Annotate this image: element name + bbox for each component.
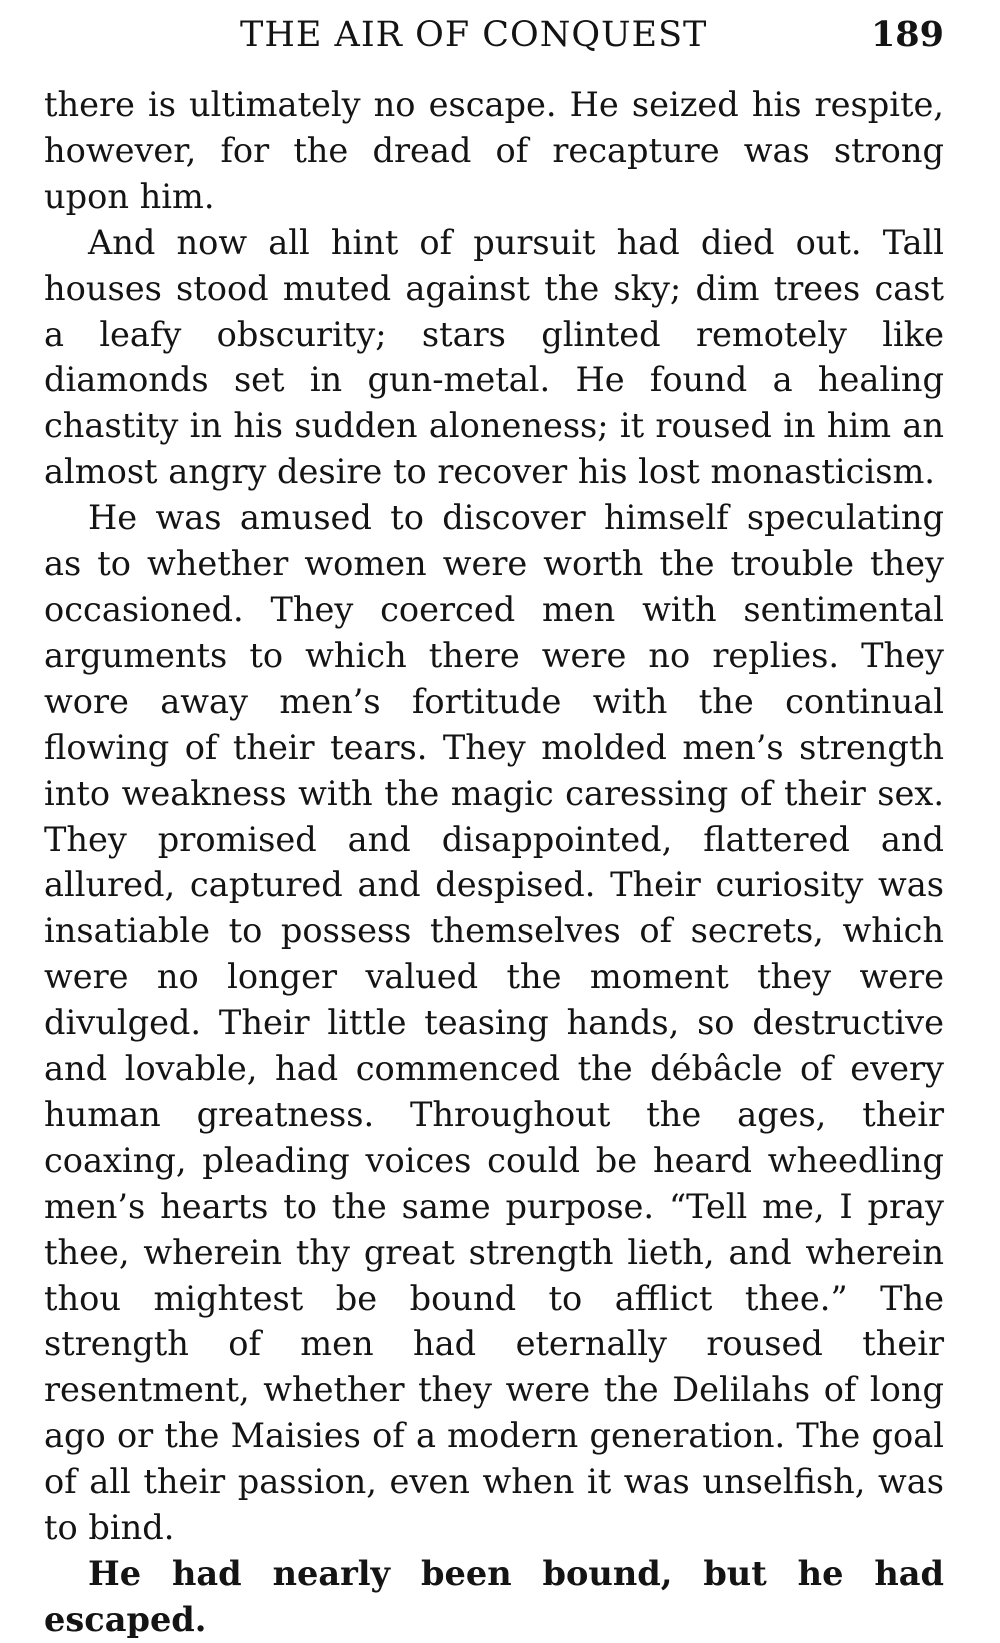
paragraph: And now all hint of pursuit had died out. Tall houses stood muted against the sky; dim trees cast a leafy obscurity; stars glinted remotely like diamonds set in gun-metal. He found a healing chastity in his sudden aloneness; it roused in him an almost angry desire to recover his lost monasticism. bbox=[44, 222, 944, 492]
paragraph-final: He had nearly been bound, but he had escaped. bbox=[44, 1553, 944, 1639]
paragraph: He was amused to discover himself speculating as to whether women were worth the trouble they occasioned. They coerced men with sentimental arguments to which there were no replies. They wore away men’s fortitude with the continual flowing of their tears. They molded men’s strength into weakness with the magic caressing of their sex. They promised and disappointed, flattered and allured, captured and despised. Their curiosity was insatiable to possess themselves of secrets, which were no longer valued the moment they were divulged. Their little teasing hands, so destructive and lovable, had commenced the débâcle of every human greatness. Throughout the ages, their coaxing, pleading voices could be heard wheedling men’s hearts to the same purpose. “Tell me, I pray thee, wherein thy great strength lieth, and wherein thou mightest be bound to afflict thee.” The strength of men had eternally roused their resentment, whether they were the Delilahs of long ago or the Maisies of a modern generation. The goal of all their passion, even when it was unselfish, was to bind. bbox=[44, 498, 944, 1548]
page-number: 189 bbox=[870, 14, 944, 55]
page-header bbox=[44, 10, 944, 60]
running-head: THE AIR OF CONQUEST bbox=[240, 15, 708, 55]
paragraph-continued: there is ultimately no escape. He seized his respite, however, for the dread of recapture was strong upon him. bbox=[44, 85, 944, 216]
body-text bbox=[44, 82, 944, 1643]
